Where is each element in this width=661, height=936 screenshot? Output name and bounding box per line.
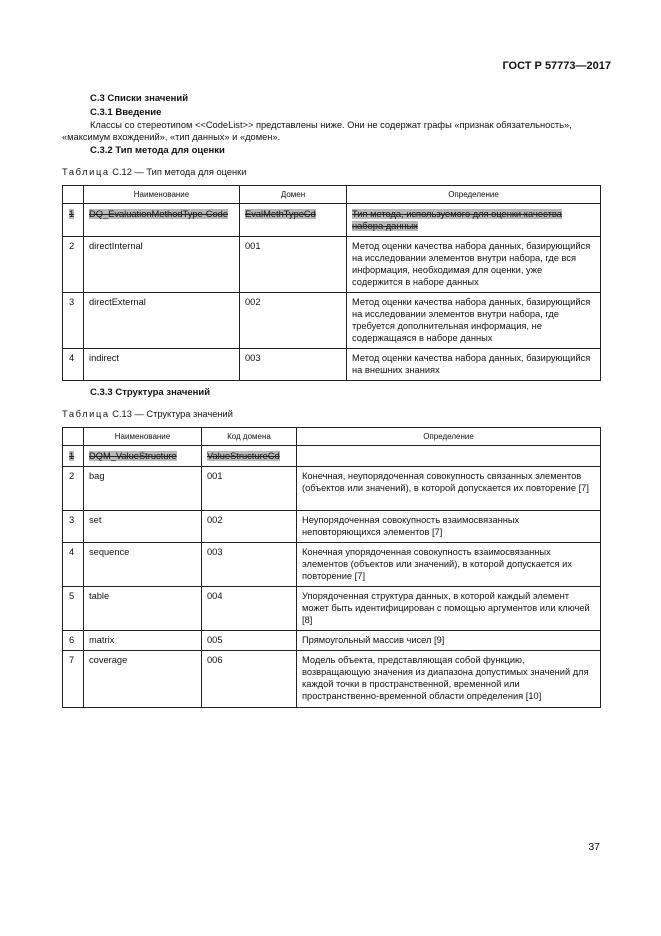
row-domain: 001 [202,467,297,511]
intro-paragraph [62,119,600,143]
row-definition: Прямоугольный массив чисел [9] [297,631,601,651]
page-number: 37 [588,841,600,853]
row-domain: 002 [202,511,297,543]
header-cell-name: Наименование [84,428,202,446]
row-name: DQ_EvaluationMethodType-Code [84,204,240,237]
table-row [63,237,601,293]
row-number: 6 [63,631,84,651]
table-row [63,631,601,651]
row-number: 3 [63,293,84,349]
intro-text: Классы со стереотипом <<CodeList>> представлены ниже. Они не содержат графы «признак обязательность», «максимум вхождений», «тип данных» и «домен». [62,120,572,142]
row-number: 2 [63,467,84,511]
row-definition: Конечная упорядоченная совокупность взаимосвязанных элементов (объектов или значений), в которой допускается их повторение [7] [297,543,601,587]
row-definition: Модель объекта, представляющая собой функцию, возвращающую значения из диапазона допустимых значений для каждой точки в пространственной, временной или пространственно-временной области определения [10] [297,651,601,708]
row-domain: 003 [202,543,297,587]
section-c3-1-title: С.3.1 Введение [90,107,162,118]
row-number: 4 [63,349,84,381]
header-cell-definition: Определение [347,186,601,204]
table-row [63,204,601,237]
table-c12 [62,185,601,381]
table-c13-caption [62,409,233,419]
header-cell-domain-code: Код домена [202,428,297,446]
header-cell-name: Наименование [84,186,240,204]
row-number: 1 [63,446,84,467]
row-number: 2 [63,237,84,293]
row-domain: 003 [240,349,347,381]
row-number: 1 [63,204,84,237]
row-number: 7 [63,651,84,708]
row-number: 5 [63,587,84,631]
section-c3-3-title: С.3.3 Структура значений [90,387,211,398]
table-c13-caption-text: С.13 — Структура значений [112,409,233,419]
row-definition: Метод оценки качества набора данных, базирующийся на исследовании элементов внутри набора, где требуется дополнительная информация, не содержащаяся в наборе данных [347,293,601,349]
table-c12-caption-text: С.12 — Тип метода для оценки [112,167,247,177]
row-definition [297,446,601,467]
row-name: bag [84,467,202,511]
row-definition: Упорядоченная структура данных, в которой каждый элемент может быть идентифицирован с помощью аргументов или ключей [8] [297,587,601,631]
table-c13 [62,427,601,708]
table-c13-caption-label: Таблица [62,409,110,419]
row-definition: Конечная, неупорядоченная совокупность связанных элементов (объектов или значений), в которой допускается их повторение [7] [297,467,601,511]
header-cell-num [63,428,84,446]
row-domain: 006 [202,651,297,708]
standard-number: ГОСТ Р 57773—2017 [502,60,611,72]
row-definition: Неупорядоченная совокупность взаимосвязанных неповторяющихся элементов [7] [297,511,601,543]
header-cell-domain: Домен [240,186,347,204]
table-row [63,511,601,543]
row-domain: ValueStructureCd [202,446,297,467]
table-header-row [63,186,601,204]
table-c12-caption-label: Таблица [62,167,110,177]
table-row [63,446,601,467]
table-row [63,651,601,708]
row-definition: Метод оценки качества набора данных, базирующийся на внешних знаниях [347,349,601,381]
table-c12-caption [62,167,246,177]
table-header-row [63,428,601,446]
row-domain: 002 [240,293,347,349]
row-definition: Метод оценки качества набора данных, базирующийся на исследовании элементов внутри набора, где вся информация, необходимая для оценки, уже содержится в наборе данных [347,237,601,293]
row-name: set [84,511,202,543]
header-cell-num [63,186,84,204]
table-row [63,543,601,587]
row-definition: Тип метода, используемого для оценки качества набора данных [347,204,601,237]
row-domain: 001 [240,237,347,293]
row-number: 3 [63,511,84,543]
row-domain: 005 [202,631,297,651]
table-row [63,349,601,381]
table-row [63,293,601,349]
header-cell-definition: Определение [297,428,601,446]
row-name: indirect [84,349,240,381]
table-row [63,587,601,631]
row-name: directInternal [84,237,240,293]
section-c3-2-title: С.3.2 Тип метода для оценки [90,145,225,156]
table-row [63,467,601,511]
row-domain: EvalMethTypeCd [240,204,347,237]
row-name: matrix [84,631,202,651]
row-name: coverage [84,651,202,708]
row-name: table [84,587,202,631]
row-name: DQM_ValueStructure [84,446,202,467]
row-number: 4 [63,543,84,587]
section-c3-title: С.3 Списки значений [90,93,189,104]
row-name: directExternal [84,293,240,349]
row-domain: 004 [202,587,297,631]
row-name: sequence [84,543,202,587]
